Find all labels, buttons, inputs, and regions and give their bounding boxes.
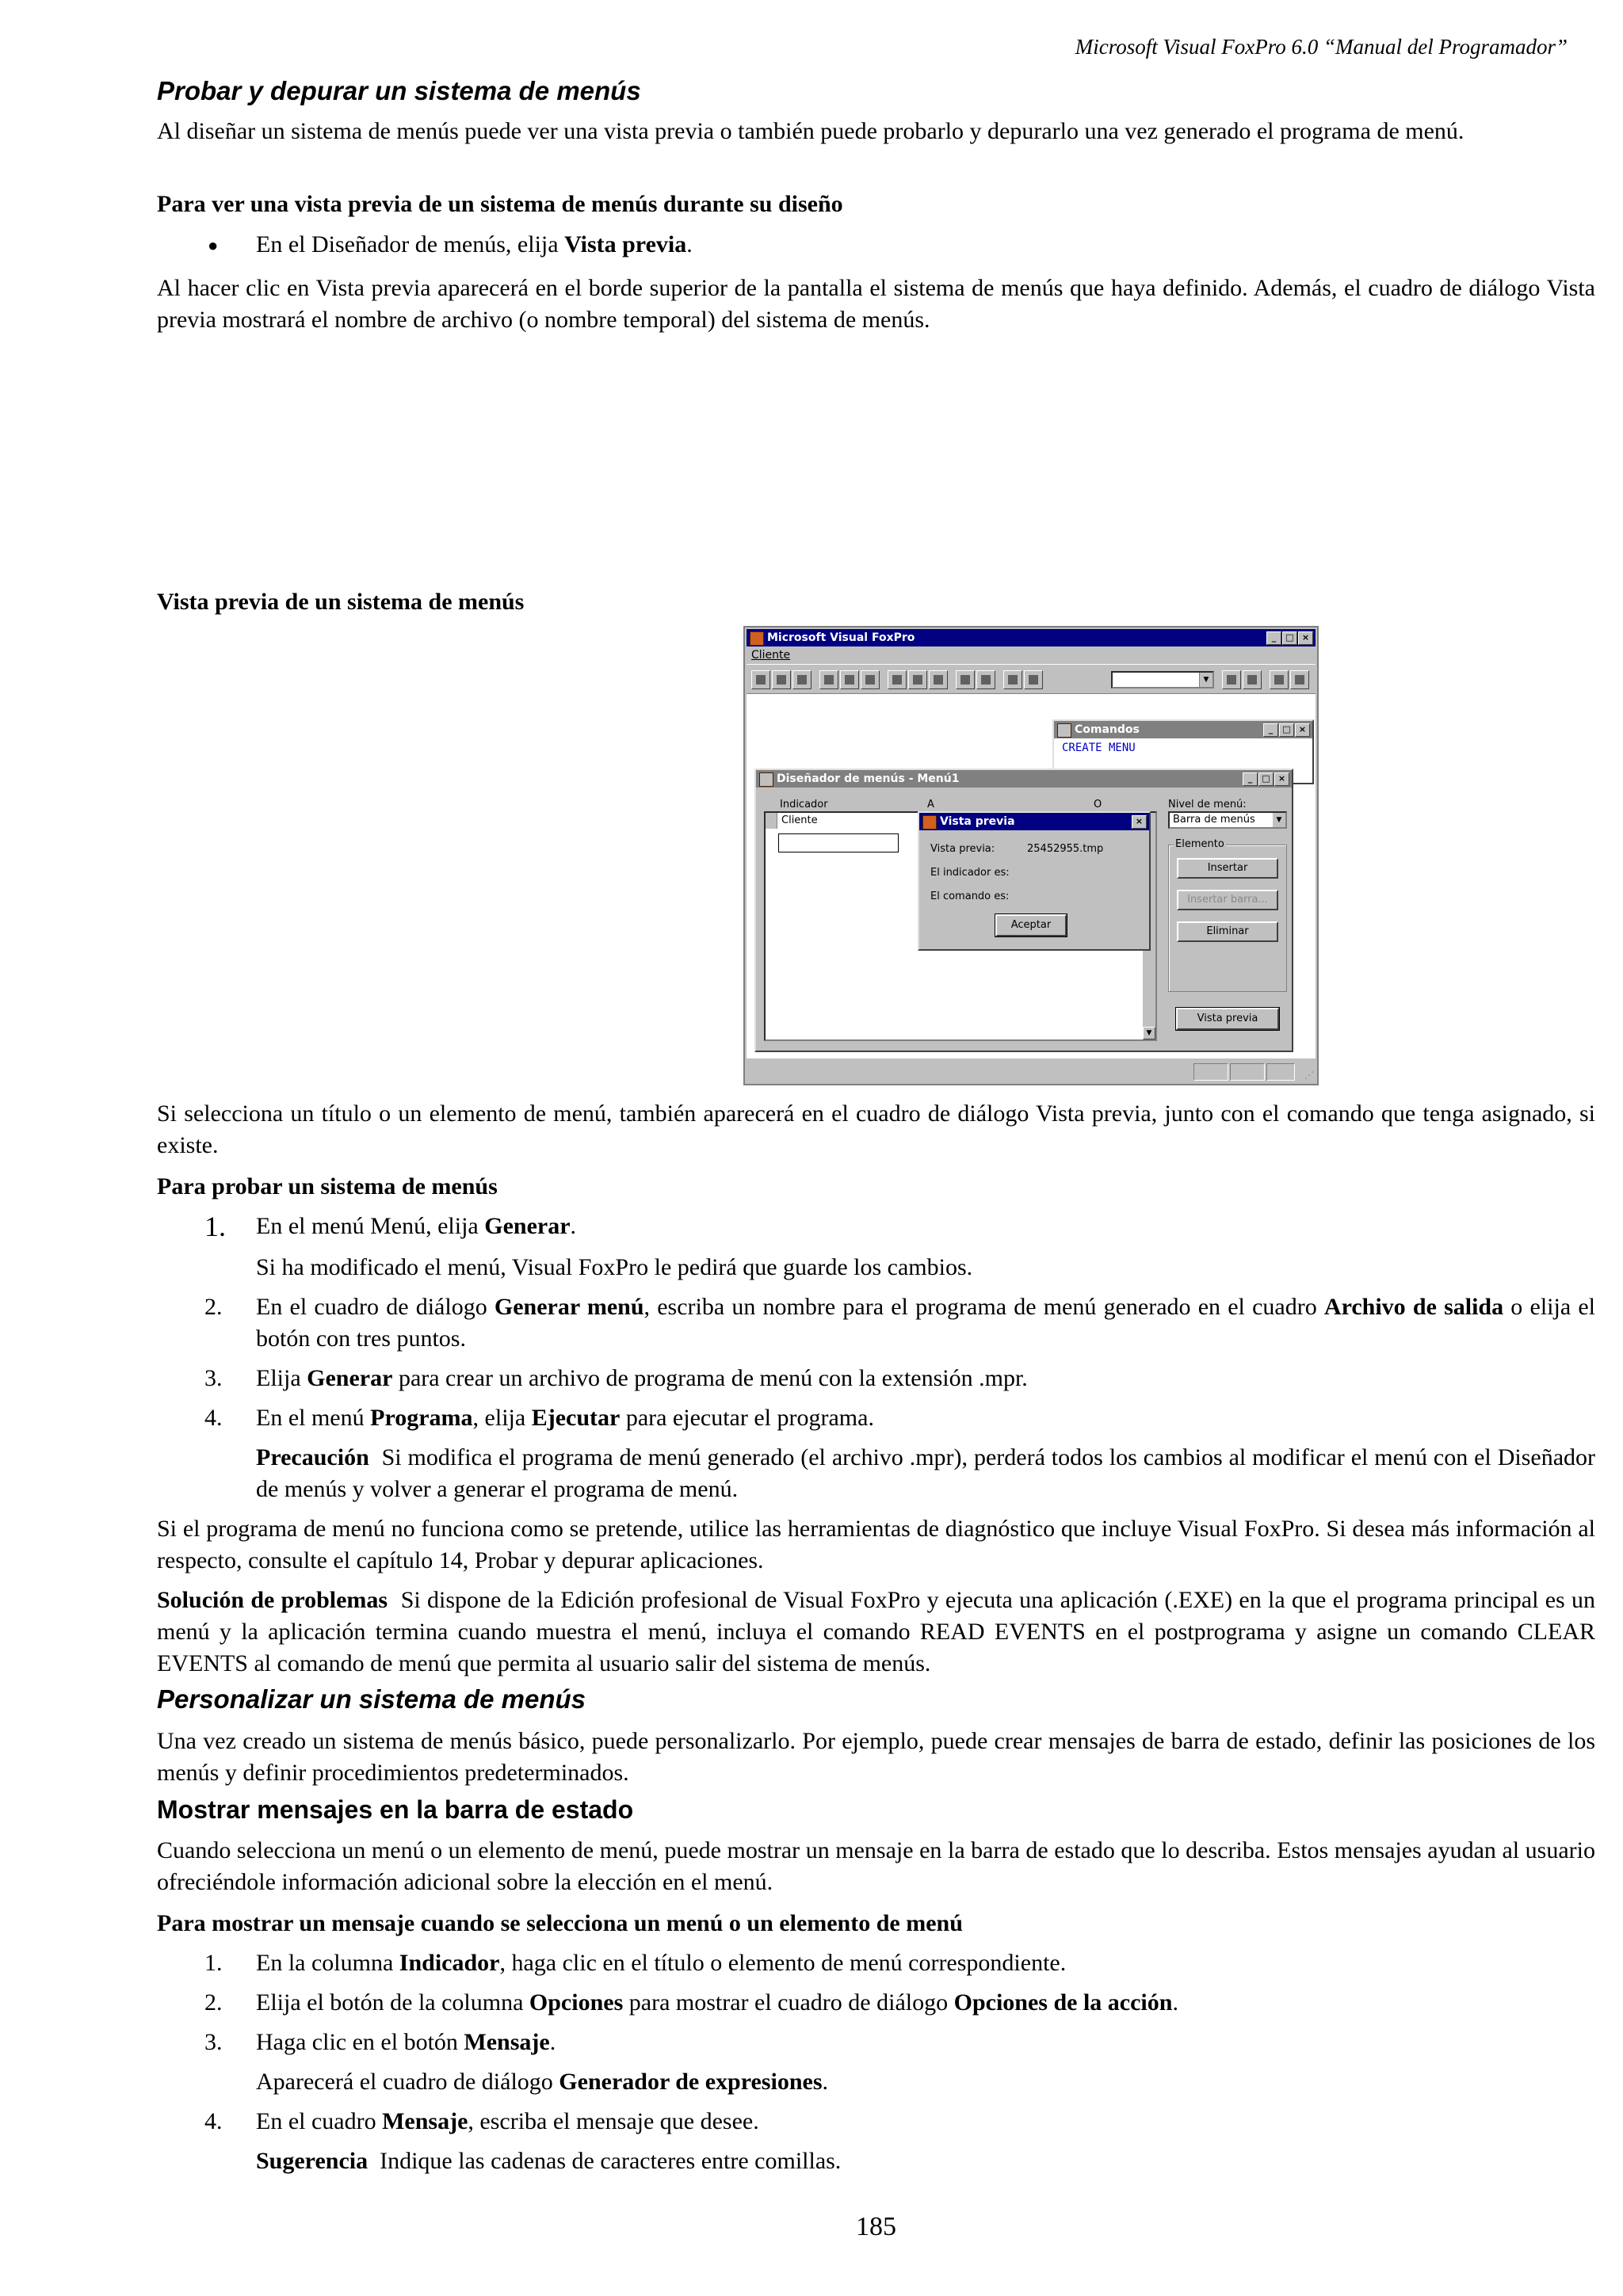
- column-header-accion: A: [927, 799, 934, 810]
- run-icon[interactable]: [1003, 670, 1022, 689]
- commands-titlebar: Comandos _ □ ×: [1054, 721, 1312, 738]
- elemento-group: Elemento Insertar Insertar barra... Eliminar: [1168, 845, 1287, 992]
- modify-form-icon[interactable]: [1024, 670, 1043, 689]
- status-bar: [747, 1058, 1316, 1082]
- copy-icon[interactable]: [908, 670, 927, 689]
- new-row-input[interactable]: [778, 833, 899, 852]
- minimize-button[interactable]: _: [1263, 723, 1278, 737]
- preview-file-label: Vista previa:: [930, 843, 995, 855]
- section-title-personalizar: Personalizar un sistema de menús: [157, 1684, 586, 1714]
- maximize-button[interactable]: □: [1282, 631, 1297, 645]
- tip-note: Sugerencia Indique las cadenas de caracteres entre comillas.: [256, 2148, 842, 2174]
- vista-previa-button[interactable]: Vista previa: [1176, 1008, 1279, 1030]
- bullet-glyph: ●: [208, 235, 219, 255]
- redo-icon[interactable]: [976, 670, 995, 689]
- running-header: Microsoft Visual FoxPro 6.0 “Manual del Programador”: [1075, 35, 1568, 59]
- close-button[interactable]: ×: [1274, 772, 1289, 786]
- print-preview-icon[interactable]: [840, 670, 859, 689]
- save-icon[interactable]: [792, 670, 812, 689]
- vista-previa-titlebar: Vista previa ×: [919, 813, 1149, 830]
- new-icon[interactable]: [751, 670, 770, 689]
- nivel-label: Nivel de menú:: [1168, 799, 1247, 810]
- preview-file-value: 25452955.tmp: [1027, 843, 1104, 855]
- maximize-button[interactable]: □: [1279, 723, 1294, 737]
- paste-icon[interactable]: [929, 670, 948, 689]
- view-window-icon[interactable]: [1243, 670, 1262, 689]
- builder-icon[interactable]: [1290, 670, 1309, 689]
- window-icon: [759, 772, 773, 787]
- undo-icon[interactable]: [956, 670, 975, 689]
- print-icon[interactable]: [819, 670, 838, 689]
- spelling-icon[interactable]: [861, 670, 880, 689]
- aceptar-button[interactable]: Aceptar: [995, 914, 1067, 936]
- fox-icon: [750, 631, 764, 646]
- figure-caption: Vista previa de un sistema de menús: [157, 589, 525, 615]
- insertar-barra-button[interactable]: Insertar barra...: [1177, 890, 1278, 910]
- menu-cliente[interactable]: Cliente: [751, 649, 791, 662]
- screenshot-figure: [743, 626, 1319, 1085]
- minimize-button[interactable]: _: [1266, 631, 1281, 645]
- paragraph-mensajes: Cuando selecciona un menú o un elemento de menú, puede mostrar un mensaje en la barra de estado que lo describa. Estos mensajes ayudan al usuario ofreciéndole información adicional sobre la elección en el menú.: [157, 1837, 1595, 1895]
- row-indicador-cliente[interactable]: Cliente: [781, 814, 818, 826]
- paragraph-diagnostico: Si el programa de menú no funciona como se pretende, utilice las herramientas de diagnóstico que incluye Visual FoxPro. Si desea más información al respecto, consulte el capítulo 14, Probar y depurar aplicaciones.: [157, 1516, 1595, 1573]
- close-button[interactable]: ×: [1132, 815, 1147, 829]
- insertar-button[interactable]: Insertar: [1177, 858, 1278, 879]
- resize-grip-icon[interactable]: ⋰: [1304, 1070, 1314, 1081]
- paragraph-personalizar: Una vez creado un sistema de menús básico, puede personalizarlo. Por ejemplo, puede crear mensajes de barra de estado, definir las posiciones de los menús y definir procedimientos predeterminados.: [157, 1728, 1595, 1786]
- eliminar-button[interactable]: Eliminar: [1177, 921, 1278, 942]
- troubleshooting-note: Solución de problemas Si dispone de la Edición profesional de Visual FoxPro y ejecuta una aplicación (.EXE) en la que el programa principal es un menú y la aplicación termina cuando muestra el menú, incluya el comando READ EVENTS en el postprograma y asigne un comando CLEAR EVENTS al comando de menú que permita al usuario salir del sistema de menús.: [157, 1587, 1596, 1676]
- cut-icon[interactable]: [888, 670, 907, 689]
- menu-bar: [747, 646, 1316, 664]
- list-note-probar-1: Si ha modificado el menú, Visual FoxPro le pedirá que guarde los cambios.: [256, 1254, 973, 1280]
- designer-titlebar: Diseñador de menús - Menú1 _ □ ×: [756, 770, 1292, 788]
- database-icon[interactable]: [1270, 670, 1289, 689]
- column-header-indicador: Indicador: [780, 799, 828, 810]
- list-note-mensaje-3: Aparecerá el cuadro de diálogo Generador de expresiones.: [256, 2069, 828, 2095]
- section-title-probar-depurar: Probar y depurar un sistema de menús: [157, 76, 641, 105]
- fox-icon: [922, 815, 937, 830]
- procedure-title-probar: Para probar un sistema de menús: [157, 1173, 498, 1199]
- preview-indicador-label: El indicador es:: [930, 867, 1010, 879]
- subsection-title-mensajes: Mostrar mensajes en la barra de estado: [157, 1795, 634, 1824]
- procedure-title-mensaje: Para mostrar un mensaje cuando se selecciona un menú o un elemento de menú: [157, 1910, 963, 1936]
- toolbar-combo[interactable]: [1111, 671, 1214, 688]
- minimize-button[interactable]: _: [1243, 772, 1258, 786]
- main-window-titlebar: Microsoft Visual FoxPro _ □ ×: [747, 629, 1316, 646]
- window-icon: [1057, 723, 1071, 738]
- command-text[interactable]: CREATE MENU: [1062, 742, 1136, 754]
- paragraph-intro: Al diseñar un sistema de menús puede ver una vista previa o también puede probarlo y depurarlo una vez generado el programa de menú.: [157, 118, 1465, 144]
- vista-previa-dialog: [918, 811, 1151, 951]
- procedure-title-preview: Para ver una vista previa de un sistema de menús durante su diseño: [157, 191, 843, 217]
- column-header-opciones: O: [1094, 799, 1102, 810]
- caution-note: Precaución Si modifica el programa de menú generado (el archivo .mpr), perderá todos los cambios al modificar el menú con el Diseñador de menús y volver a generar el programa de menú.: [256, 1444, 1595, 1502]
- nivel-select[interactable]: Barra de menús ▼: [1168, 811, 1287, 829]
- maximize-button[interactable]: □: [1258, 772, 1274, 786]
- scroll-down-icon[interactable]: ▼: [1143, 1027, 1155, 1039]
- command-window-icon[interactable]: [1222, 670, 1241, 689]
- close-button[interactable]: ×: [1298, 631, 1313, 645]
- page-number: 185: [856, 2212, 896, 2241]
- close-button[interactable]: ×: [1295, 723, 1310, 737]
- paragraph-selecciona: Si selecciona un título o un elemento de menú, también aparecerá en el cuadro de diálogo Vista previa, junto con el comando que tenga asignado, si existe.: [157, 1100, 1595, 1158]
- preview-comando-label: El comando es:: [930, 891, 1010, 902]
- chevron-down-icon[interactable]: ▼: [1199, 673, 1212, 687]
- paragraph-after-preview: Al hacer clic en Vista previa aparecerá en el borde superior de la pantalla el sistema de menús que haya definido. Además, el cuadro de diálogo Vista previa mostrará el nombre de archivo (o nombre temporal) del sistema de menús.: [157, 275, 1595, 333]
- toolbar: [747, 664, 1316, 694]
- chevron-down-icon[interactable]: ▼: [1273, 813, 1285, 827]
- open-icon[interactable]: [772, 670, 791, 689]
